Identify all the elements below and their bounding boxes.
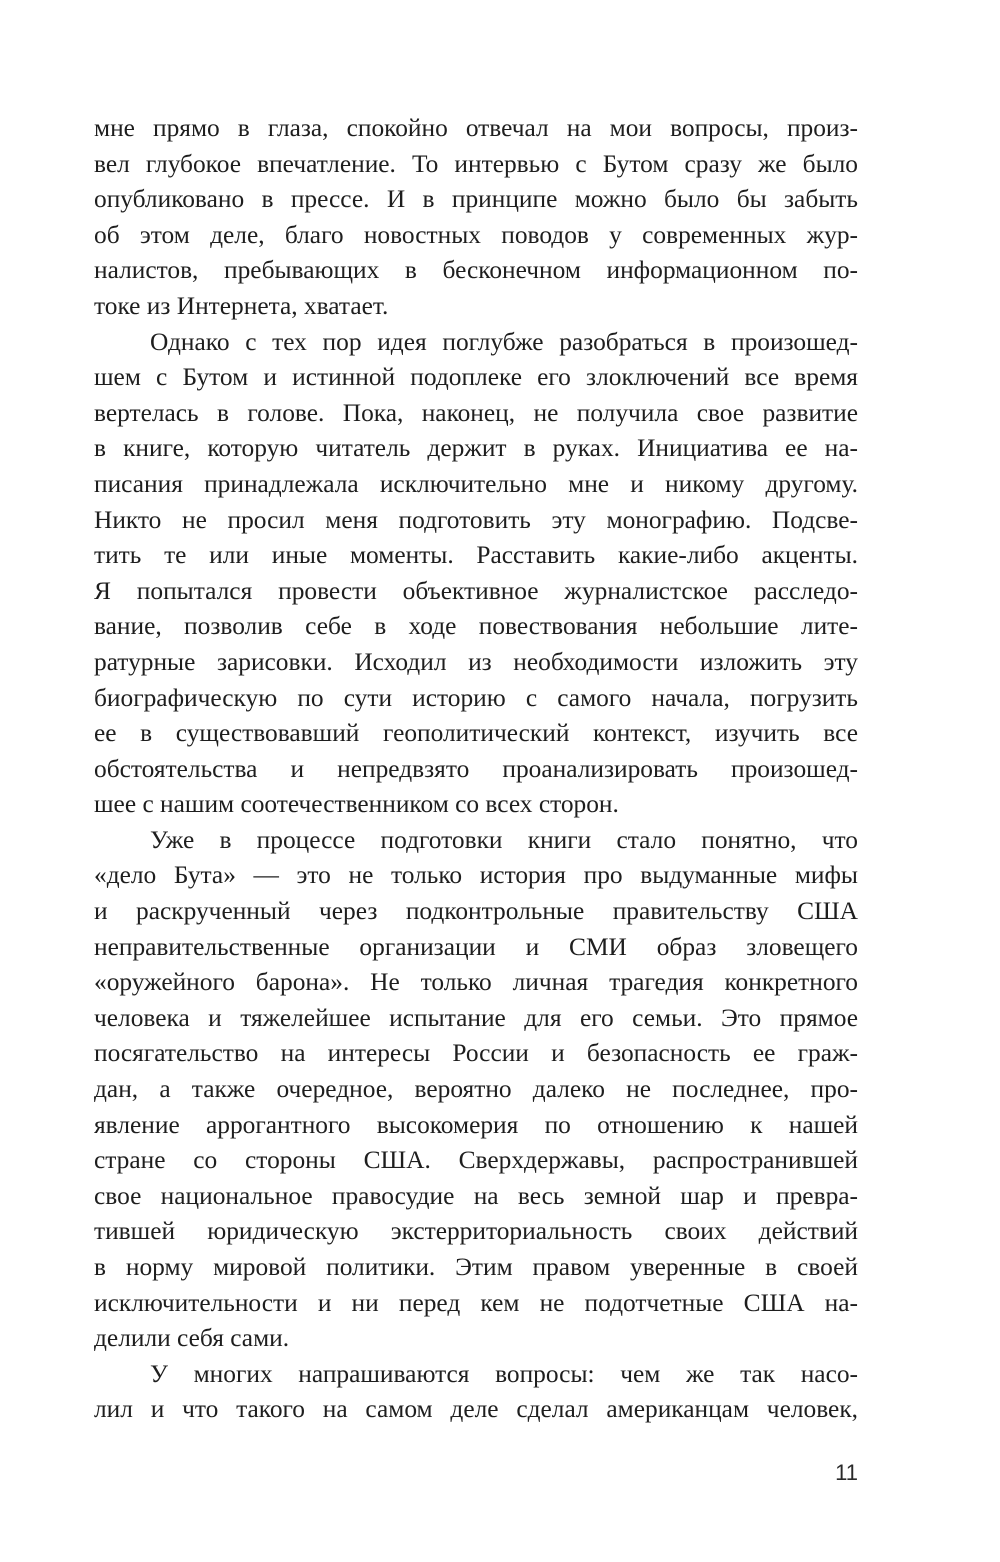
text-line: делили себя сами.	[94, 1324, 290, 1353]
text-line: Однако с тех пор идея поглубже разобраться в произошед-	[150, 327, 858, 356]
paragraph	[94, 111, 858, 325]
text-line: шее с нашим соотечественником со всех сторон.	[94, 790, 619, 819]
text-line: ее в существовавший геополитический контекст, изучить все	[94, 719, 858, 748]
text-line: обстоятельства и непредвзято проанализировать произошед-	[94, 754, 858, 783]
text-line: исключительности и ни перед кем не подотчетные США на-	[94, 1288, 858, 1317]
body-text	[94, 111, 858, 1428]
text-line: вание, позволив себе в ходе повествования небольшие лите-	[94, 612, 858, 641]
text-line: У многих напрашиваются вопросы: чем же так насо-	[150, 1359, 858, 1388]
text-line: стране со стороны США. Сверхдержавы, распространившей	[94, 1146, 858, 1175]
text-line: Никто не просил меня подготовить эту монографию. Подсве-	[94, 505, 858, 534]
text-line: «оружейного барона». Не только личная трагедия конкретного	[94, 968, 858, 997]
text-line: налистов, пребывающих в бесконечном информационном по-	[94, 256, 858, 285]
text-line: и раскрученный через подконтрольные правительству США	[94, 897, 858, 926]
text-line: «дело Бута» — это не только история про выдуманные мифы	[94, 861, 858, 890]
paragraph	[94, 1357, 858, 1428]
text-line: посягательство на интересы России и безопасность ее граж-	[94, 1039, 858, 1068]
text-line: Я попытался провести объективное журналистское расследо-	[94, 576, 858, 605]
page-number: 11	[835, 1460, 858, 1485]
text-line: шем с Бутом и истинной подоплеке его злоключений все время	[94, 363, 858, 392]
text-line: свое национальное правосудие на весь земной шар и превра-	[94, 1181, 858, 1210]
text-line: Уже в процессе подготовки книги стало понятно, что	[150, 825, 858, 854]
text-line: ратурные зарисовки. Исходил из необходимости изложить эту	[94, 647, 858, 676]
text-line: токе из Интернета, хватает.	[94, 291, 389, 320]
text-line: явление аррогантного высокомерия по отношению к нашей	[94, 1110, 858, 1139]
text-line: тившей юридическую экстерриториальность своих действий	[94, 1217, 858, 1246]
text-line: дан, а также очередное, вероятно далеко не последнее, про-	[94, 1075, 858, 1104]
text-line: биографическую по сути историю с самого начала, погрузить	[94, 683, 858, 712]
text-line: об этом деле, благо новостных поводов у современных жур-	[94, 220, 858, 249]
text-line: опубликовано в прессе. И в принципе можно было бы забыть	[94, 185, 858, 214]
text-line: тить те или иные моменты. Расставить какие-либо акценты.	[94, 541, 858, 570]
text-line: лил и что такого на самом деле сделал американцам человек,	[94, 1395, 858, 1424]
text-line: в норму мировой политики. Этим правом уверенные в своей	[94, 1253, 858, 1281]
text-line: человека и тяжелейшее испытание для его семьи. Это прямое	[94, 1003, 858, 1032]
text-line: неправительственные организации и СМИ образ зловещего	[94, 932, 858, 961]
text-line: писания принадлежала исключительно мне и никому другому.	[94, 469, 858, 498]
text-line: вел глубокое впечатление. То интервью с Бутом сразу же было	[94, 149, 858, 178]
paragraph	[94, 325, 858, 823]
text-line: вертелась в голове. Пока, наконец, не получила свое развитие	[94, 398, 858, 427]
text-line: в книге, которую читатель держит в руках. Инициатива ее на-	[94, 434, 858, 463]
paragraph	[94, 823, 858, 1357]
text-line: мне прямо в глаза, спокойно отвечал на мои вопросы, произ-	[94, 114, 858, 142]
